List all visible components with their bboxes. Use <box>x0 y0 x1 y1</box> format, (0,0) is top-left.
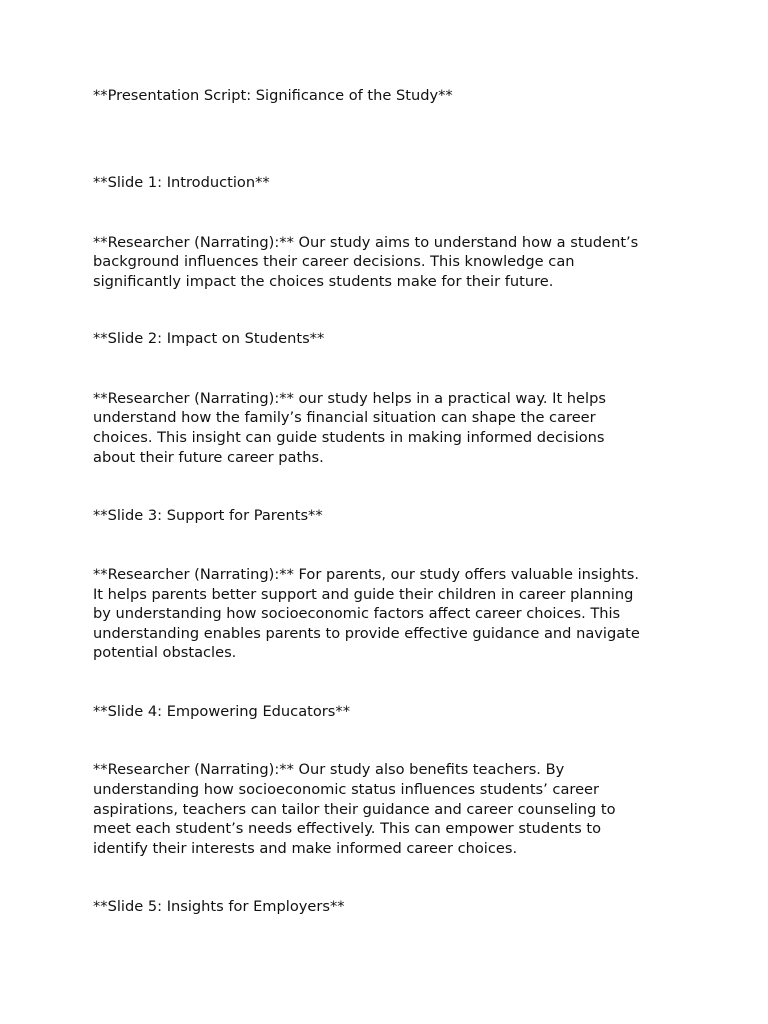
slide-3-paragraph-line: It helps parents better support and guide their children in career planning <box>93 586 634 603</box>
slide-4-paragraph-line: meet each student’s needs effectively. This can empower students to <box>93 820 602 837</box>
slide-4-paragraph-line: aspirations, teachers can tailor their guidance and career counseling to <box>93 801 616 818</box>
slide-4-heading: **Slide 4: Empowering Educators** <box>93 703 350 720</box>
slide-1-paragraph-line: background influences their career decisions. This knowledge can <box>93 253 575 270</box>
slide-1-paragraph-line: **Researcher (Narrating):** Our study aims to understand how a student’s <box>93 234 639 251</box>
slide-3-heading: **Slide 3: Support for Parents** <box>93 507 323 524</box>
slide-3-paragraph-line: **Researcher (Narrating):** For parents, our study offers valuable insights. <box>93 566 640 583</box>
slide-4-paragraph-line: identify their interests and make informed career choices. <box>93 840 518 857</box>
slide-4-paragraph-line: **Researcher (Narrating):** Our study also benefits teachers. By <box>93 761 565 778</box>
slide-5-heading: **Slide 5: Insights for Employers** <box>93 898 345 915</box>
slide-2-paragraph-line: **Researcher (Narrating):** our study helps in a practical way. It helps <box>93 390 606 407</box>
slide-1-heading: **Slide 1: Introduction** <box>93 174 270 191</box>
slide-2-paragraph-line: understand how the family’s financial situation can shape the career <box>93 409 596 426</box>
slide-2-paragraph-line: choices. This insight can guide students in making informed decisions <box>93 429 605 446</box>
document-title: **Presentation Script: Significance of the Study** <box>93 87 453 104</box>
slide-3-paragraph-line: potential obstacles. <box>93 644 237 661</box>
slide-3-paragraph-line: by understanding how socioeconomic factors affect career choices. This <box>93 605 621 622</box>
slide-4-paragraph-line: understanding how socioeconomic status influences students’ career <box>93 781 600 798</box>
slide-3-paragraph-line: understanding enables parents to provide effective guidance and navigate <box>93 625 640 642</box>
slide-2-heading: **Slide 2: Impact on Students** <box>93 330 325 347</box>
slide-2-paragraph-line: about their future career paths. <box>93 449 324 466</box>
slide-1-paragraph-line: significantly impact the choices students make for their future. <box>93 273 554 290</box>
